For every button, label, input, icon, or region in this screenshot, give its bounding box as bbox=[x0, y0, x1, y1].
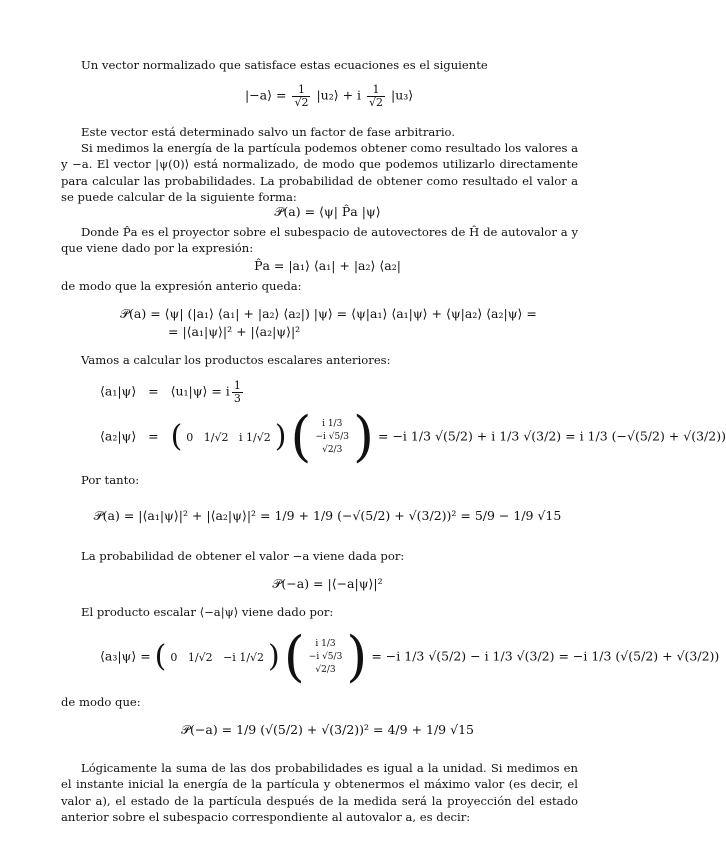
row-vector-2: 0 1/√2 −i 1/√2 bbox=[170, 650, 265, 664]
paragraph-expression: de modo que la expresión anterio queda: bbox=[61, 279, 302, 293]
paragraph-so-that: de modo que: bbox=[61, 695, 141, 709]
equation-probability-expansion-line1: 𝒫(a) = ⟨ψ| (|a₁⟩ ⟨a₁| + |a₂⟩ ⟨a₂|) |ψ⟩ = ⟨ψ|a₁⟩ ⟨a₁|ψ⟩ + ⟨ψ|a₂⟩ ⟨a₂|ψ⟩ = bbox=[120, 306, 537, 321]
paragraph-probability-minus-a: La probabilidad de obtener el valor −a viene dada por: bbox=[81, 549, 405, 563]
paragraph-intro: Un vector normalizado que satisface estas ecuaciones es el siguiente bbox=[81, 58, 488, 72]
paragraph-projector: Donde P̂a es el proyector sobre el subespacio de autovectores de Ĥ de autovalor a y que viene dado por la expresión: bbox=[61, 225, 578, 256]
paragraph-scalar-products: Vamos a calcular los productos escalares anteriores: bbox=[81, 353, 391, 367]
equation-a1-psi: ⟨a₁|ψ⟩ = ⟨u₁|ψ⟩ = i $\frac{1}{3}$ bbox=[100, 379, 241, 405]
equation-probability-projector: 𝒫(a) = ⟨ψ| P̂a |ψ⟩ bbox=[274, 204, 381, 219]
equation-minus-a-vector: |−a⟩ = $\frac{1}{√2}$ |u₂⟩ + i $\frac{1}{√2}$ |u₃⟩ bbox=[245, 83, 414, 109]
paragraph-therefore: Por tanto: bbox=[81, 473, 140, 487]
paragraph-conclusion: Lógicamente la suma de las dos probabilidades es igual a la unidad. Si medimos en el instante inicial la energía de la partícula y obtenermos el máximo valor (es decir, el valor a), el estado de la partícula después de la medida será la proyección del estado anterior sobre el subespacio correspondiente al autovalor a, es decir: bbox=[61, 761, 578, 824]
paragraph-measure-energy: Si medimos la energía de la partícula podemos obtener como resultado los valores a y −a. El vector |ψ(0)⟩ está normalizado, de modo que podemos utilizarlo directamente para calcular las probabilidades. La probabilidad de obtener como resultado el valor a se puede calcular de la siguiente forma: bbox=[61, 141, 578, 204]
equation-probability-minus-a-result: 𝒫(−a) = 1/9 (√(5/2) + √(3/2))² = 4/9 + 1/9 √15 bbox=[181, 722, 474, 737]
paragraph-scalar-product-minus-a: El producto escalar ⟨−a|ψ⟩ viene dado por: bbox=[81, 605, 334, 619]
paragraph-phase: Este vector está determinado salvo un factor de fase arbitrario. bbox=[81, 125, 456, 139]
column-vector: i 1/3 −i √5/3 √2/3 bbox=[315, 418, 349, 455]
equation-probability-expansion-line2: = |⟨a₁|ψ⟩|² + |⟨a₂|ψ⟩|² bbox=[168, 324, 301, 339]
equation-a2-psi: ⟨a₂|ψ⟩ = ( 0 1/√2 i 1/√2 ) ( i 1/3 −i √5/3 √2/3 ) = −i 1/3 √(5/2) + i 1/3 √(3/2) = i 1/3 (−√(5/2) + √(3/2)) bbox=[100, 405, 726, 468]
equation-projector-definition: P̂a = |a₁⟩ ⟨a₁| + |a₂⟩ ⟨a₂| bbox=[254, 258, 401, 273]
column-vector-2: i 1/3 −i √5/3 √2/3 bbox=[308, 638, 343, 675]
equation-a3-psi: ⟨a₃|ψ⟩ = ( 0 1/√2 −i 1/√2 ) ( i 1/3 −i √5/3 √2/3 ) = −i 1/3 √(5/2) − i 1/3 √(3/2) = −i 1/3 (√(5/2) + √(3/2)) bbox=[100, 625, 720, 688]
row-vector: 0 1/√2 i 1/√2 bbox=[186, 430, 271, 444]
equation-probability-a-result: 𝒫(a) = |⟨a₁|ψ⟩|² + |⟨a₂|ψ⟩|² = 1/9 + 1/9 (−√(5/2) + √(3/2))² = 5/9 − 1/9 √15 bbox=[93, 508, 562, 523]
equation-probability-minus-a: 𝒫(−a) = |⟨−a|ψ⟩|² bbox=[272, 576, 383, 591]
